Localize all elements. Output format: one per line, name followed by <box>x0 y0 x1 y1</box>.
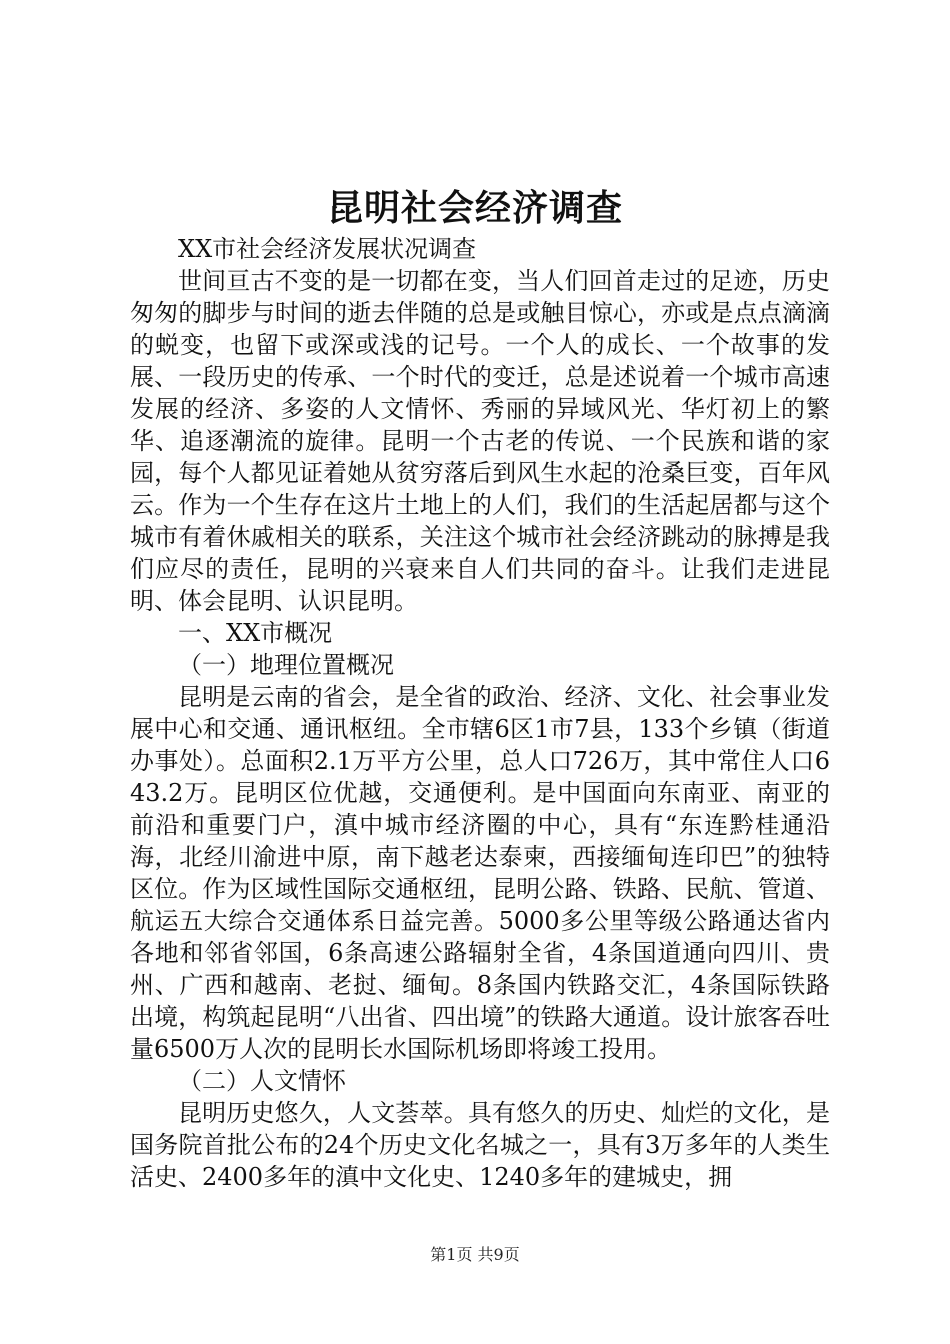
culture-paragraph: 昆明历史悠久，人文荟萃。具有悠久的历史、灿烂的文化，是国务院首批公布的24个历史文化名城之一，具有3万多年的人类生活史、2400多年的滇中文化史、1240多年的建城史，拥 <box>130 1099 830 1191</box>
section-heading: 一、XX市概况 <box>178 619 333 647</box>
document-title: 昆明社会经济调查 <box>326 187 623 229</box>
geography-paragraph: 昆明是云南的省会，是全省的政治、经济、文化、社会事业发展中心和交通、通讯枢纽。全市辖6区1市7县，133个乡镇（街道办事处）。总面积2.1万平方公里，总人口726万，其中常住人口643.2万。昆明区位优越，交通便利。是中国面向东南亚、南亚的前沿和重要门户，滇中城市经济圈的中心，具有“东连黔桂通沿海，北经川渝进中原，南下越老达泰柬，西接缅甸连印巴”的独特区位。作为区域性国际交通枢纽，昆明公路、铁路、民航、管道、航运五大综合交通体系日益完善。5000多公里等级公路通达省内各地和邻省邻国，6条高速公路辐射全省，4条国道通向四川、贵州、广西和越南、老挝、缅甸。8条国内铁路交汇，4条国际铁路出境，构筑起昆明“八出省、四出境”的铁路大通道。设计旅客吞吐量6500万人次的昆明长水国际机场即将竣工投用。 <box>130 683 830 1063</box>
subtitle-paragraph: XX市社会经济发展状况调查 <box>178 235 477 263</box>
page-footer: 第1页 共9页 <box>430 1245 520 1264</box>
subsection-heading-culture: （二）人文情怀 <box>178 1067 346 1095</box>
document-body <box>130 233 830 1193</box>
intro-paragraph: 世间亘古不变的是一切都在变，当人们回首走过的足迹，历史匆匆的脚步与时间的逝去伴随的总是或触目惊心，亦或是点点滴滴的蜕变，也留下或深或浅的记号。一个人的成长、一个故事的发展、一段历史的传承、一个时代的变迁，总是述说着一个城市高速发展的经济、多姿的人文情怀、秀丽的异域风光、华灯初上的繁华、追逐潮流的旋律。昆明一个古老的传说、一个民族和谐的家园，每个人都见证着她从贫穷落后到风生水起的沧桑巨变，百年风云。作为一个生存在这片土地上的人们，我们的生活起居都与这个城市有着休戚相关的联系，关注这个城市社会经济跳动的脉搏是我们应尽的责任，昆明的兴衰来自人们共同的奋斗。让我们走进昆明、体会昆明、认识昆明。 <box>130 267 830 615</box>
subsection-heading-geography: （一）地理位置概况 <box>178 651 394 679</box>
